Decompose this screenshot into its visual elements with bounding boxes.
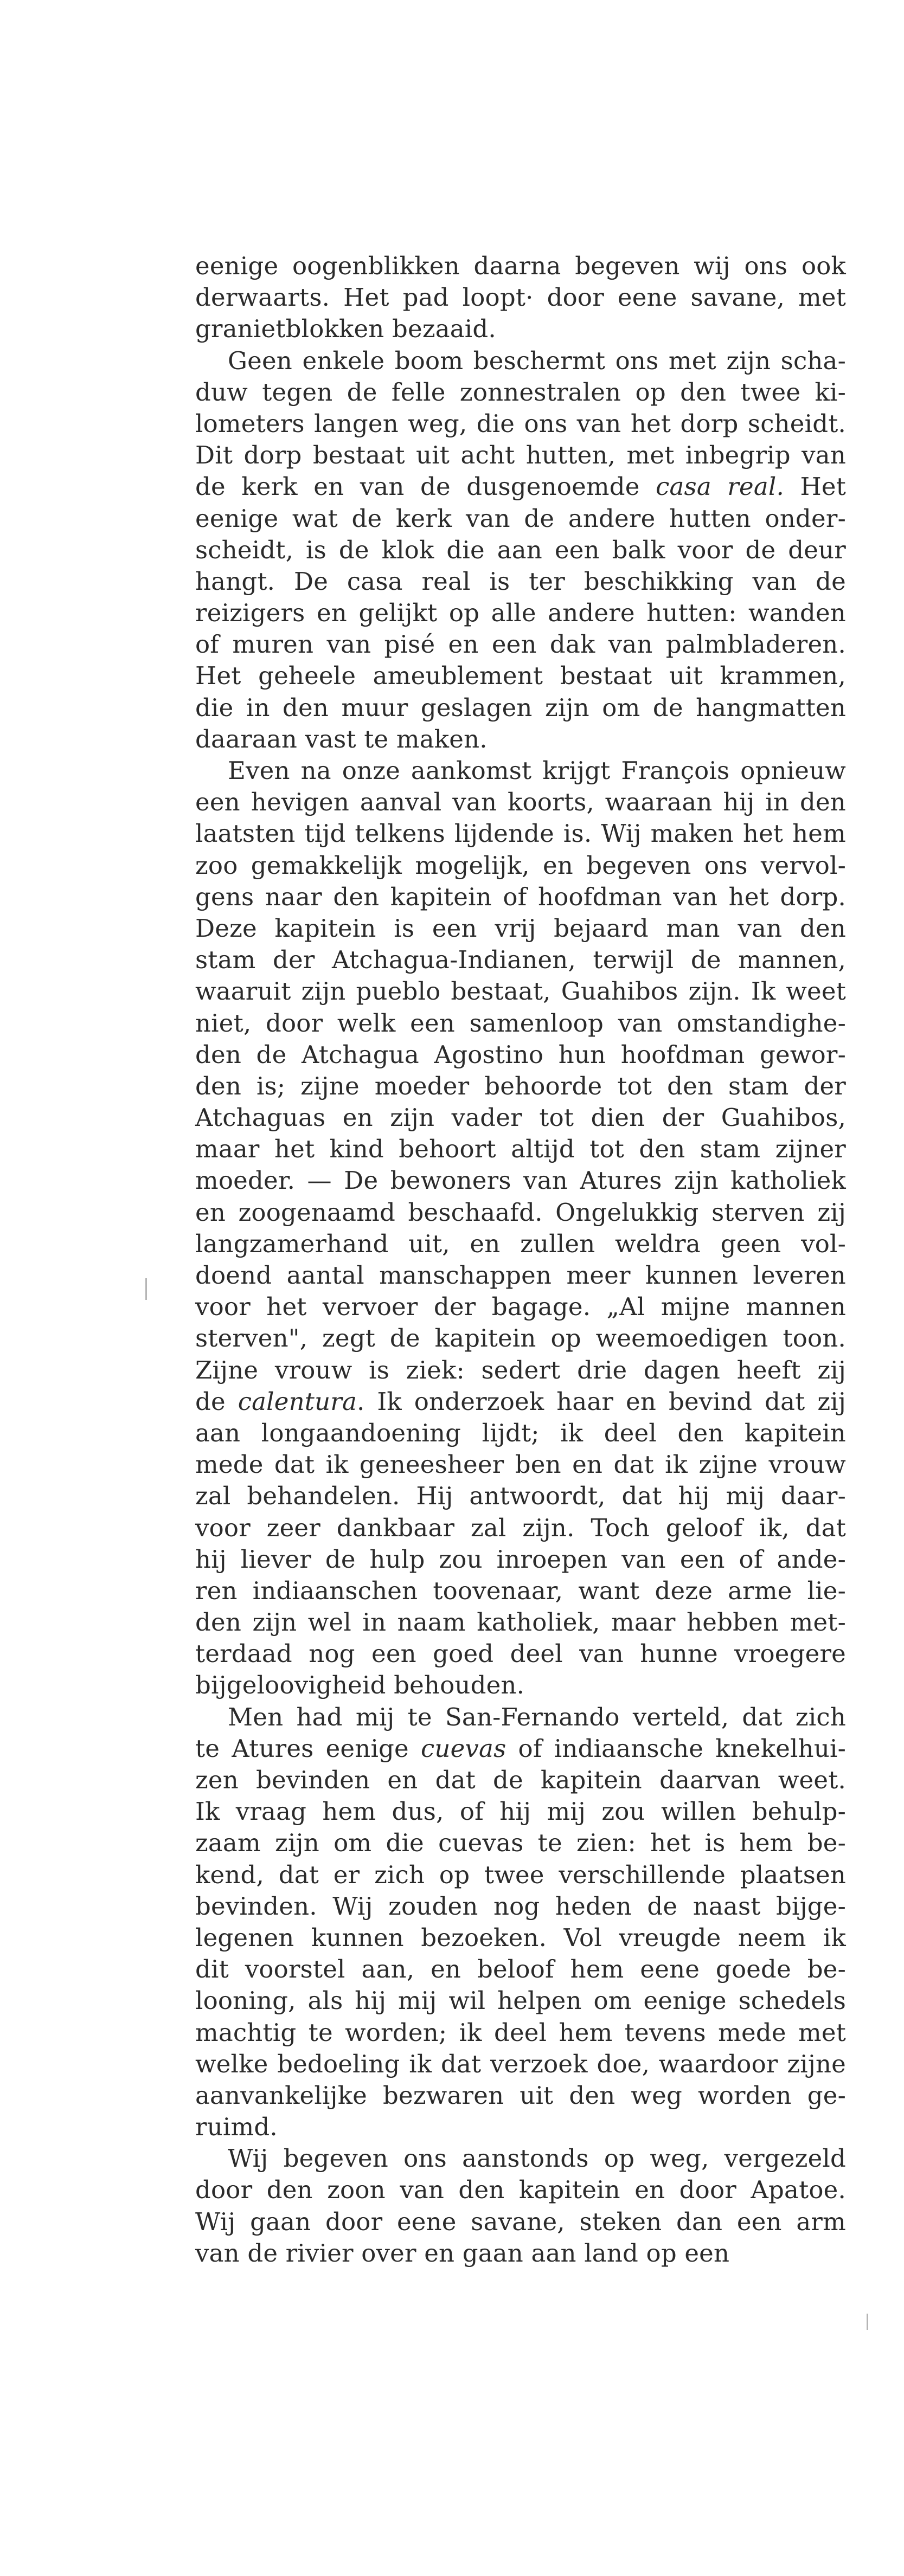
text-line: voor het vervoer der bagage. „Al mijne mannen xyxy=(195,1292,846,1322)
text-line: gens naar den kapitein of hoofdman van het dorp. xyxy=(195,882,846,911)
text-line: of muren van pisé en een dak van palmbladeren. xyxy=(195,630,846,659)
text-line: waaruit zijn pueblo bestaat, Guahibos zijn. Ik weet xyxy=(195,977,846,1006)
text-line: Geen enkele boom beschermt ons met zijn scha- xyxy=(228,346,846,375)
text-line: reizigers en gelijkt op alle andere hutten: wanden xyxy=(195,598,846,628)
text-line: stam der Atchagua-Indianen, terwijl de mannen, xyxy=(195,945,846,975)
text-line: niet, door welk een samenloop van omstandighe- xyxy=(195,1008,846,1038)
text-line: granietblokken bezaaid. xyxy=(195,314,496,344)
text-line: zaam zijn om die cuevas te zien: het is hem be- xyxy=(195,1828,846,1858)
text-line: doend aantal manschappen meer kunnen leveren xyxy=(195,1261,846,1290)
margin-mark xyxy=(867,2314,868,2330)
text-line: hangt. De casa real is ter beschikking van de xyxy=(195,566,846,596)
text-line: den zijn wel in naam katholiek, maar hebben met- xyxy=(195,1608,846,1637)
text-line: Dit dorp bestaat uit acht hutten, met inbegrip van xyxy=(195,441,846,470)
text-line: ren indiaanschen toovenaar, want deze arme lie- xyxy=(195,1576,846,1605)
text-line: scheidt, is de klok die aan een balk voor de deur xyxy=(195,535,846,564)
text-line: laatsten tijd telkens lijdende is. Wij maken het hem xyxy=(195,819,846,848)
text-line: machtig te worden; ik deel hem tevens mede met xyxy=(195,2018,846,2047)
text-line: Even na onze aankomst krijgt François opnieuw xyxy=(228,756,846,785)
text-line: dit voorstel aan, en beloof hem eene goede be- xyxy=(195,1955,846,1984)
text-line: Ik vraag hem dus, of hij mij zou willen behulp- xyxy=(195,1797,846,1826)
text-line: den de Atchagua Agostino hun hoofdman gewor- xyxy=(195,1040,846,1069)
paragraph xyxy=(195,2143,846,2269)
text-line: langzamerhand uit, en zullen weldra geen vol- xyxy=(195,1229,846,1258)
text-line: Atchaguas en zijn vader tot dien der Guahibos, xyxy=(195,1103,846,1132)
text-line: de kerk en van de dusgenoemde casa real. Het xyxy=(195,472,847,501)
text-line: Men had mij te San-Fernando verteld, dat zich xyxy=(228,1702,846,1731)
text-line: ruimd. xyxy=(195,2113,278,2142)
text-line: mede dat ik geneesheer ben en dat ik zijne vrouw xyxy=(195,1450,846,1479)
text-column xyxy=(195,250,846,2269)
text-line: daaraan vast te maken. xyxy=(195,724,488,754)
text-line: een hevigen aanval van koorts, waaraan hij in den xyxy=(195,788,846,817)
text-line: sterven", zegt de kapitein op weemoedigen toon. xyxy=(195,1324,846,1353)
text-line: zen bevinden en dat de kapitein daarvan weet. xyxy=(195,1766,846,1794)
text-line: van de rivier over en gaan aan land op een xyxy=(195,2238,730,2268)
italic-term: cuevas xyxy=(421,1734,507,1763)
text-line: derwaarts. Het pad loopt· door eene savane, met xyxy=(195,283,846,312)
paragraph xyxy=(195,345,846,755)
text-line: Zijne vrouw is ziek: sedert drie dagen heeft zij xyxy=(195,1355,846,1384)
paragraph xyxy=(195,1702,846,2143)
text-line: den is; zijne moeder behoorde tot den stam der xyxy=(195,1071,846,1100)
italic-term: calentura xyxy=(238,1387,357,1416)
text-line: Het geheele ameublement bestaat uit krammen, xyxy=(195,661,846,691)
text-line: legenen kunnen bezoeken. Vol vreugde neem ik xyxy=(195,1923,846,1952)
text-line: lometers langen weg, die ons van het dorp scheidt. xyxy=(195,409,846,438)
text-line: bevinden. Wij zouden nog heden de naast bijge- xyxy=(195,1891,846,1921)
text-line: voor zeer dankbaar zal zijn. Toch geloof ik, dat xyxy=(195,1513,846,1542)
text-line: looning, als hij mij wil helpen om eenige schedels xyxy=(195,1986,846,2015)
text-line: welke bedoeling ik dat verzoek doe, waardoor zijne xyxy=(195,2049,846,2078)
paragraph xyxy=(195,250,846,345)
text-line: eenige oogenblikken daarna begeven wij ons ook xyxy=(195,252,846,280)
text-line: Deze kapitein is een vrij bejaard man van den xyxy=(195,913,846,943)
text-line: bijgeloovigheid behouden. xyxy=(195,1671,525,1700)
text-line: Wij gaan door eene savane, steken dan een arm xyxy=(195,2207,846,2236)
text-line: die in den muur geslagen zijn om de hangmatten xyxy=(195,693,846,722)
text-line: terdaad nog een goed deel van hunne vroegere xyxy=(195,1639,846,1669)
text-line: zoo gemakkelijk mogelijk, en begeven ons vervol- xyxy=(195,851,846,880)
paragraph xyxy=(195,755,846,1702)
text-line: kend, dat er zich op twee verschillende plaatsen xyxy=(195,1860,846,1889)
text-line: te Atures eenige cuevas of indiaansche knekelhui- xyxy=(195,1734,847,1763)
text-line: zal behandelen. Hij antwoordt, dat hij mij daar- xyxy=(195,1482,846,1511)
text-line: aan longaandoening lijdt; ik deel den kapitein xyxy=(195,1418,846,1447)
text-line: eenige wat de kerk van de andere hutten onder- xyxy=(195,504,846,533)
italic-term: casa real. xyxy=(656,472,784,501)
text-line: de calentura. Ik onderzoek haar en bevind dat zij xyxy=(195,1387,846,1416)
text-line: aanvankelijke bezwaren uit den weg worden ge- xyxy=(195,2081,846,2110)
text-line: en zoogenaamd beschaafd. Ongelukkig sterven zij xyxy=(195,1197,846,1227)
text-line: moeder. — De bewoners van Atures zijn katholiek xyxy=(195,1166,846,1195)
text-line: maar het kind behoort altijd tot den stam zijner xyxy=(195,1135,846,1164)
text-line: Wij begeven ons aanstonds op weg, vergezeld xyxy=(228,2144,846,2173)
text-line: hij liever de hulp zou inroepen van een of ande- xyxy=(195,1544,846,1574)
text-line: duw tegen de felle zonnestralen op den twee ki- xyxy=(195,377,846,407)
text-line: door den zoon van den kapitein en door Apatoe. xyxy=(195,2175,846,2205)
margin-mark xyxy=(145,1278,147,1300)
